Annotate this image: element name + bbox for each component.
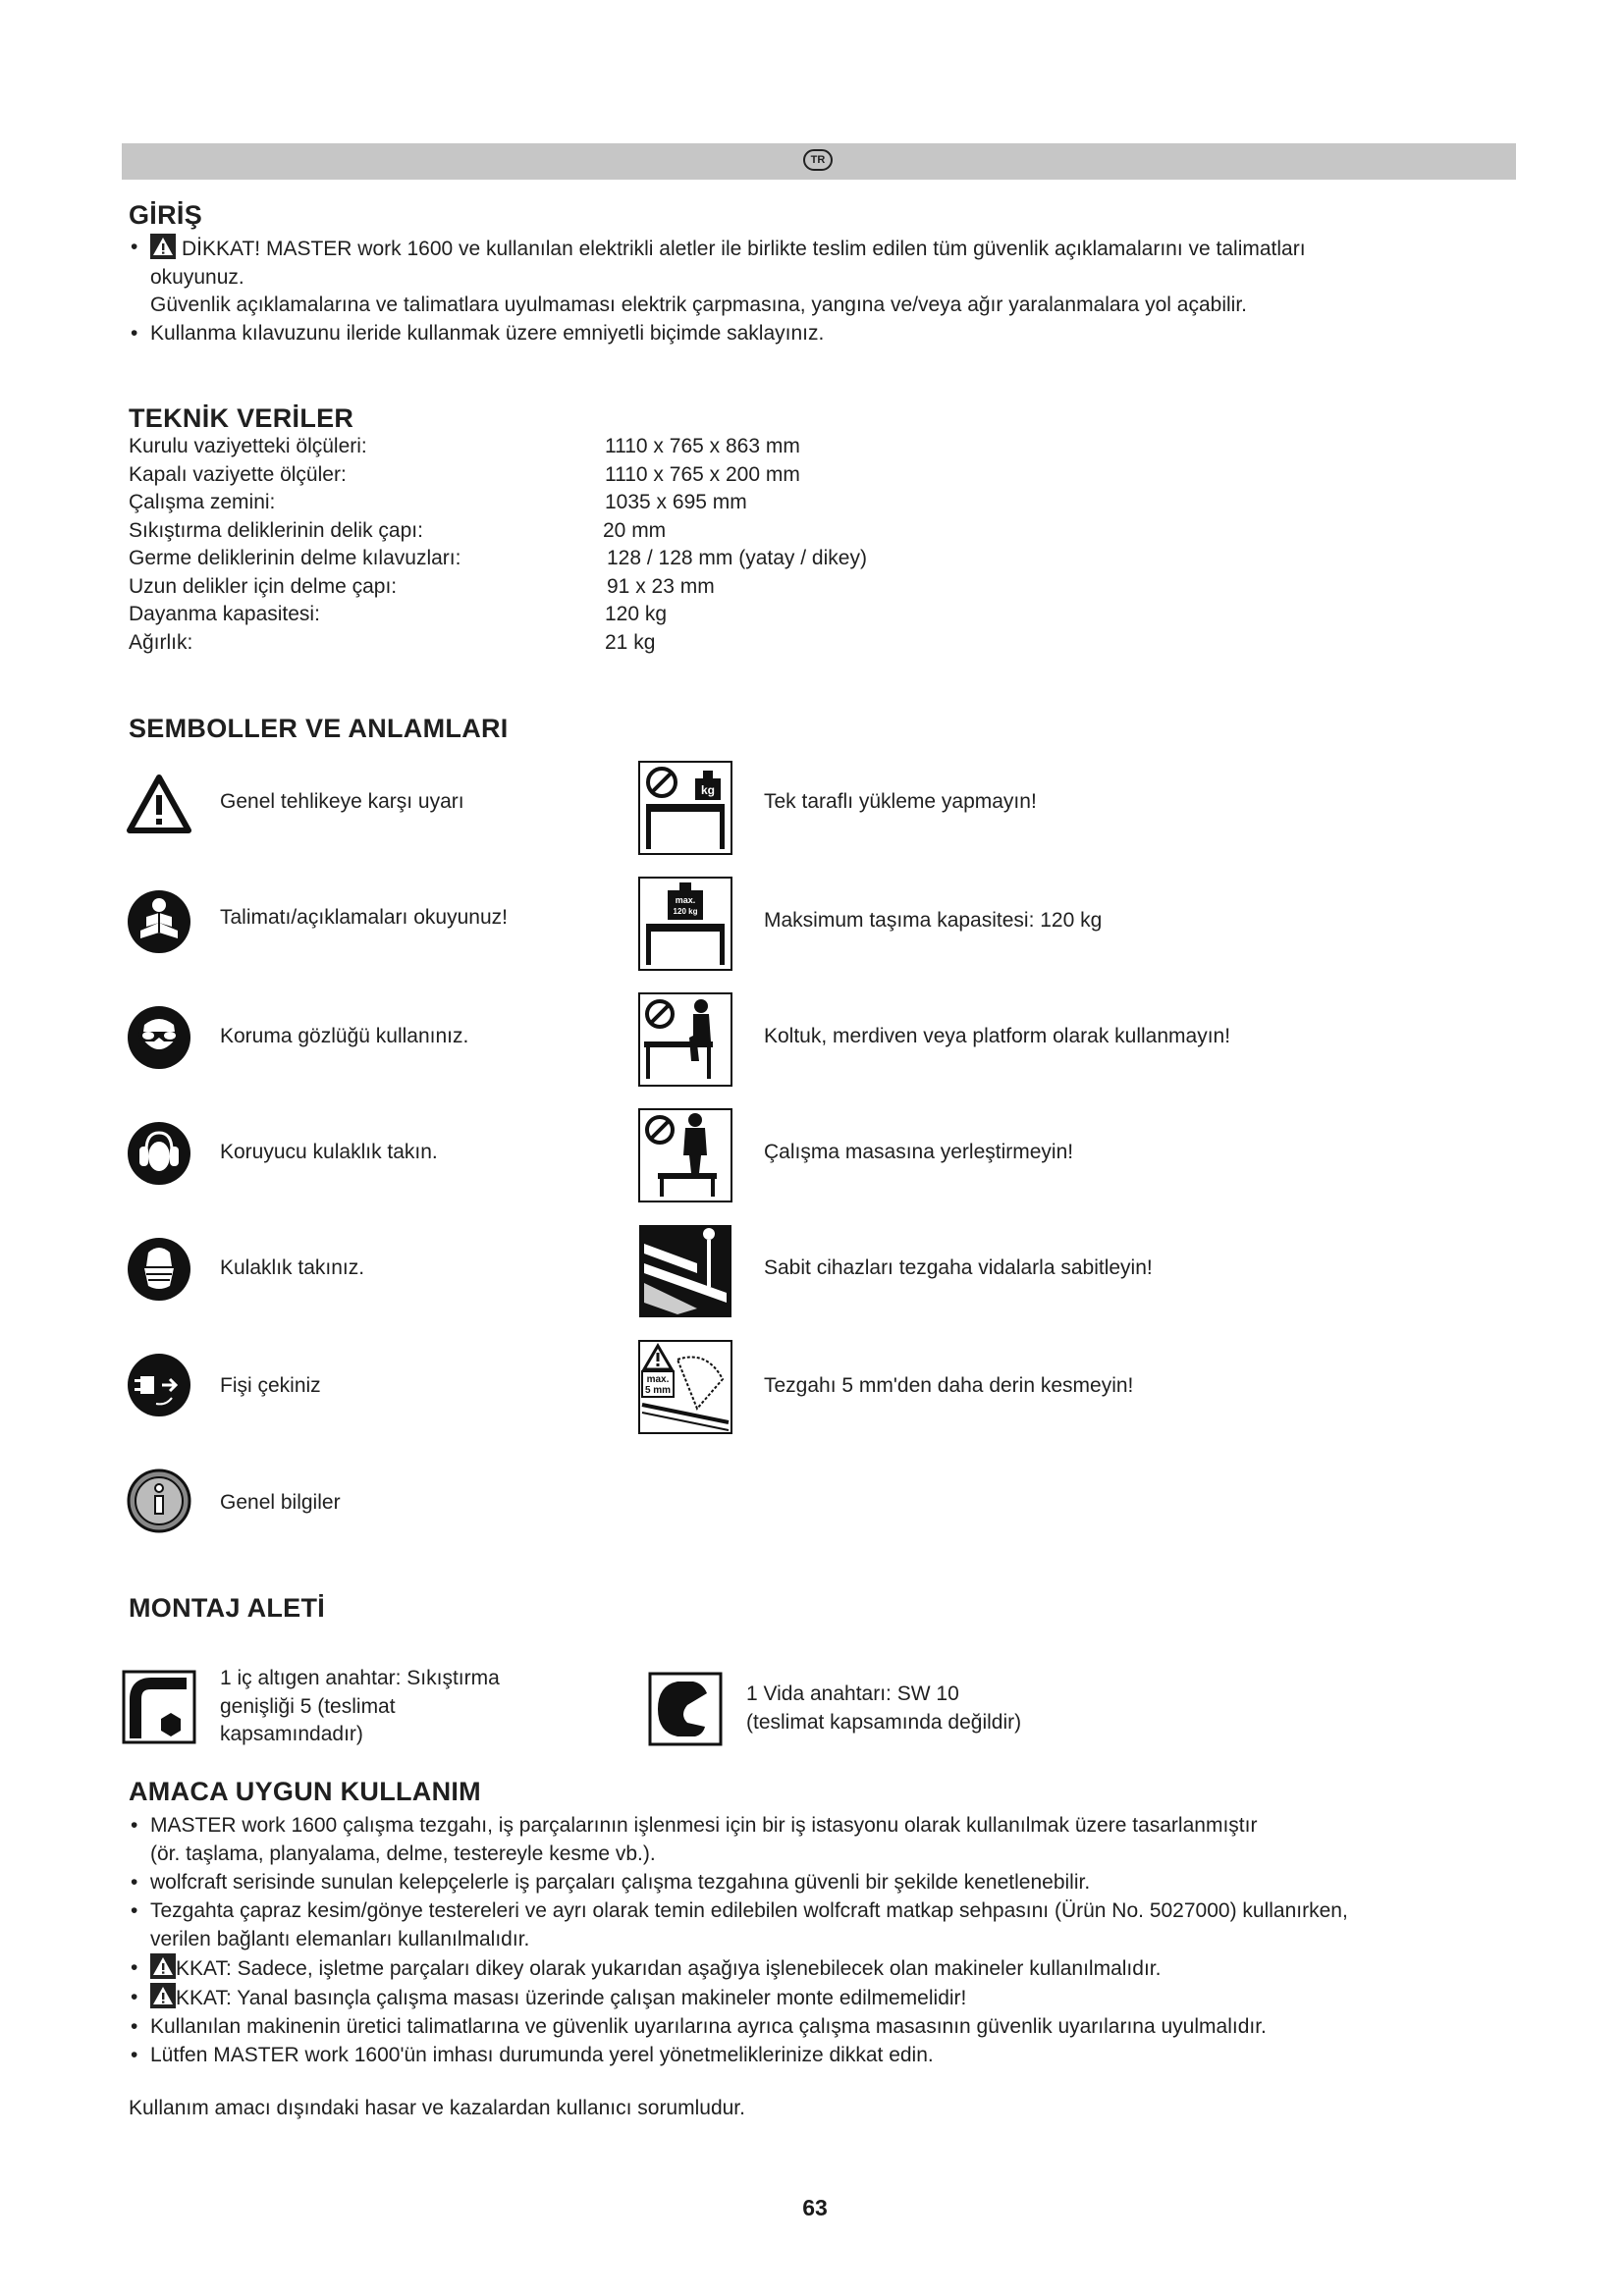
page-number: 63: [802, 2195, 828, 2220]
warning-triangle-icon: [126, 774, 192, 834]
usage-item-4-text: KKAT: Sadece, işletme parçaları dikey olarak yukarıdan aşağıya işlenebilecek olan makineler kullanılmalıdır.: [176, 1957, 1162, 1980]
symbol-label-right: Maksimum taşıma kapasitesi: 120 kg: [764, 909, 1103, 932]
no-sitting-icon: [638, 992, 732, 1087]
face-mask-icon: [127, 1237, 191, 1302]
symbol-label-right: Sabit cihazları tezgaha vidalarla sabitleyin!: [764, 1256, 1153, 1279]
usage-item-1-cont: (ör. taşlama, planyalama, delme, testereyle kesme vb.).: [150, 1842, 656, 1865]
spec-value: 1110 x 765 x 200 mm: [605, 462, 800, 486]
tools-title: MONTAJ ALETİ: [129, 1593, 326, 1623]
wrench-line2: (teslimat kapsamında değildir): [746, 1710, 1022, 1734]
usage-section: [129, 1811, 1523, 2069]
safety-goggles-icon: [127, 1005, 191, 1070]
spec-value: 91 x 23 mm: [607, 574, 715, 598]
intro-warning-line3: Güvenlik açıklamalarına ve talimatlara uyulmaması elektrik çarpmasına, yangına ve/veya ağır yaralanmalara yol açabilir.: [150, 294, 1247, 316]
usage-item-2: • wolfcraft serisinde sunulan kelepçelerle iş parçaları çalışma tezgahına güvenli bir şekilde kenetlenebilir.: [129, 1868, 1523, 1896]
max-load-tag-bottom: 120 kg: [673, 907, 698, 916]
ear-protection-icon: [127, 1121, 191, 1186]
usage-item-6: • Kullanılan makinenin üretici talimatlarına ve güvenlik uyarılarına ayrıca çalışma masasının güvenlik uyarılarına uyulmalıdır.: [129, 2012, 1523, 2041]
wrench-icon: [648, 1672, 723, 1746]
spec-label: Dayanma kapasitesi:: [129, 603, 320, 625]
symbol-label-left: Koruma gözlüğü kullanınız.: [220, 1025, 469, 1047]
symbol-label-left: Talimatı/açıklamaları okuyunuz!: [220, 906, 508, 929]
spec-value: 20 mm: [603, 518, 667, 542]
max-load-icon: [638, 877, 732, 971]
read-manual-icon: [127, 889, 191, 954]
intro-warning-line2: okuyunuz.: [150, 265, 244, 289]
intro-title: GİRİŞ: [129, 200, 203, 230]
info-icon: [127, 1468, 191, 1533]
spec-value: 21 kg: [605, 630, 656, 654]
intro-warning-line1: DİKKAT! MASTER work 1600 ve kullanılan elektrikli aletler ile birlikte teslim edilen tüm güvenlik açıklamalarını ve talimatları: [182, 238, 1306, 260]
warning-inline-icon: [150, 234, 176, 259]
usage-item-3-cont: verilen bağlantı elemanları kullanılmalıdır.: [150, 1928, 530, 1950]
hex-key-icon: [122, 1670, 196, 1744]
no-one-sided-load-icon: [638, 761, 732, 855]
usage-item-4: [129, 1953, 1523, 1983]
cut-depth-tag-top: max.: [646, 1374, 670, 1385]
spec-label: Kapalı vaziyette ölçüler:: [129, 462, 347, 486]
hex-key-text: [220, 1665, 652, 1749]
warning-inline-icon: [150, 1953, 176, 1979]
max-load-tag-top: max.: [675, 895, 696, 905]
symbol-label-left: Genel bilgiler: [220, 1491, 341, 1514]
usage-item-7: • Lütfen MASTER work 1600'ün imhası durumunda yerel yönetmeliklerinize dikkat edin.: [129, 2041, 1523, 2069]
hex-key-line2: genişliği 5 (teslimat: [220, 1694, 396, 1718]
spec-label: Sıkıştırma deliklerinin delik çapı:: [129, 518, 423, 542]
no-standing-icon: [638, 1108, 732, 1202]
spec-label: Uzun delikler için delme çapı:: [129, 574, 398, 598]
symbol-label-left: Kulaklık takınız.: [220, 1256, 365, 1279]
usage-item-1: • MASTER work 1600 çalışma tezgahı, iş parçalarının işlenmesi için bir iş istasyonu olarak kullanılmak üzere tasarlanmıştır: [129, 1811, 1523, 1840]
symbol-label-left: Genel tehlikeye karşı uyarı: [220, 790, 464, 813]
symbol-label-right: Çalışma masasına yerleştirmeyin!: [764, 1141, 1074, 1163]
language-badge: TR: [803, 149, 833, 171]
usage-item-5-text: KKAT: Yanal basınçla çalışma masası üzerinde çalışan makineler monte edilmemelidir!: [176, 1987, 967, 2009]
hex-key-line1: 1 iç altıgen anahtar: Sıkıştırma: [220, 1667, 500, 1689]
usage-title: AMACA UYGUN KULLANIM: [129, 1777, 481, 1806]
spec-value: 1035 x 695 mm: [605, 491, 747, 513]
warning-inline-icon: [150, 1983, 176, 2008]
intro-warning-item: [129, 234, 1503, 264]
usage-item-3: • Tezgahta çapraz kesim/gönye testereleri ve ayrı olarak temin edilebilen wolfcraft matkap sehpasını (Ürün No. 5027000) kullanırken,: [129, 1896, 1523, 1925]
technical-title: TEKNİK VERİLER: [129, 403, 354, 433]
symbol-label-left: Koruyucu kulaklık takın.: [220, 1141, 438, 1163]
symbols-title: SEMBOLLER VE ANLAMLARI: [129, 714, 509, 743]
usage-item-5: [129, 1983, 1523, 2012]
spec-label: Ağırlık:: [129, 630, 193, 654]
spec-label: Kurulu vaziyetteki ölçüleri:: [129, 435, 367, 457]
intro-keep-manual: • Kullanma kılavuzunu ileride kullanmak üzere emniyetli biçimde saklayınız.: [129, 320, 1503, 348]
intro-section: [129, 234, 1503, 347]
cut-depth-tag-bottom: 5 mm: [644, 1385, 672, 1396]
symbol-label-right: Tek taraflı yükleme yapmayın!: [764, 790, 1037, 813]
wrench-text: [746, 1681, 1335, 1736]
symbol-label-right: Koltuk, merdiven veya platform olarak kullanmayın!: [764, 1025, 1231, 1047]
screw-fix-icon: [638, 1224, 732, 1318]
wrench-line1: 1 Vida anahtarı: SW 10: [746, 1682, 959, 1705]
spec-label: Germe deliklerinin delme kılavuzları:: [129, 547, 461, 569]
hex-key-line3: kapsamındadır): [220, 1723, 363, 1745]
spec-value: 1110 x 765 x 863 mm: [605, 435, 800, 457]
spec-value: 128 / 128 mm (yatay / dikey): [607, 547, 867, 569]
spec-label: Çalışma zemini:: [129, 491, 276, 513]
unplug-icon: [127, 1353, 191, 1417]
liability-note: Kullanım amacı dışındaki hasar ve kazalardan kullanıcı sorumludur.: [129, 2097, 745, 2119]
symbol-label-right: Tezgahı 5 mm'den daha derin kesmeyin!: [764, 1374, 1134, 1397]
symbol-label-left: Fişi çekiniz: [220, 1374, 321, 1397]
max-cut-depth-icon: [638, 1340, 732, 1434]
spec-value: 120 kg: [605, 603, 668, 625]
one-sided-load-tag: kg: [700, 783, 716, 797]
